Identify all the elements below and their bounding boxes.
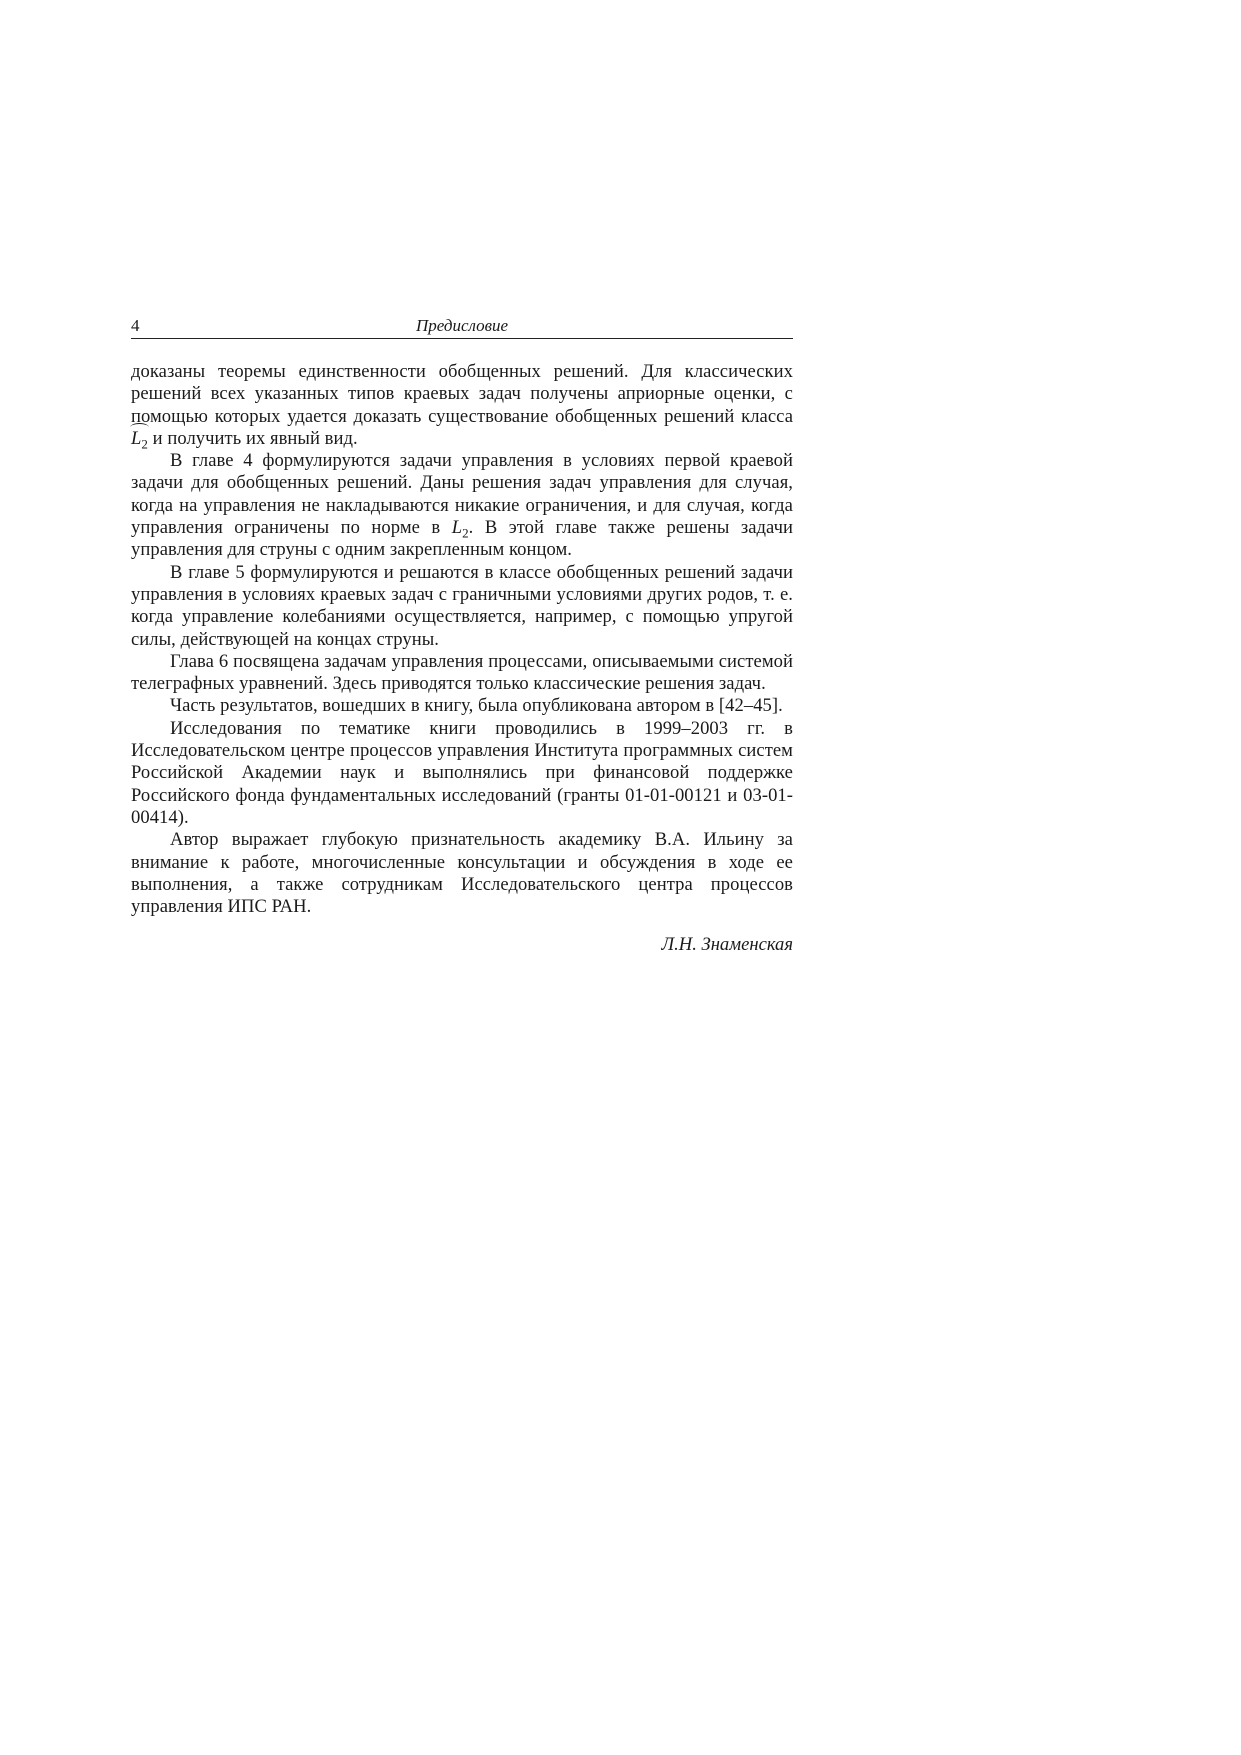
book-page — [131, 312, 793, 956]
paragraph-7: Автор выражает глубокую признательность академику В.А. Ильину за внимание к работе, многочисленные консультации и обсуждения в ходе ее выполнения, а также сотрудникам Исследовательского центра процессов управления ИПС РАН. — [131, 829, 793, 918]
math-l2: $L_2$ — [451, 517, 469, 541]
paragraph-1: доказаны теоремы единственности обобщенных решений. Для классических решений всех указанных типов краевых задач получены априорные оценки, с помощью которых удается доказать существование обобщенных решений класса $L_2$ и получить их явный вид. — [131, 361, 793, 452]
running-title: Предисловие — [415, 316, 509, 335]
paragraph-4: Глава 6 посвящена задачам управления процессами, описываемыми системой телеграфных уравнений. Здесь приводятся только классические решения задач. — [131, 650, 793, 695]
paragraph-6: Исследования по тематике книги проводились в 1999–2003 гг. в Исследовательском центре процессов управления Института программных систем Российской Академии наук и выполнялись при финансовой поддержке Российского фонда фундаментальных исследований (гранты 01-01-00121 и 03-01-00414). — [131, 717, 793, 828]
paragraph-3: В главе 5 формулируются и решаются в классе обобщенных решений задачи управления в условиях краевых задач с граничными условиями других родов, т. е. когда управление колебаниями осуществляется, например, с помощью упругой силы, действующей на концах струны. — [131, 561, 793, 650]
running-header — [131, 312, 793, 339]
page-number: 4 — [131, 316, 140, 335]
author-signature: Л.Н. Знаменская — [661, 934, 793, 956]
math-l2-hat: $L_2$ — [131, 427, 148, 452]
preface-body — [131, 361, 793, 918]
paragraph-2: В главе 4 формулируются задачи управления в условиях первой краевой задачи для обобщенных решений. Даны решения задач управления для случая, когда на управления не накладываются никакие ограничения, и для случая, когда управления ограничены по норме в $L_2$. В этой главе также решены задачи управления для струны с одним закрепленным концом. — [131, 450, 793, 561]
paragraph-5: Часть результатов, вошедших в книгу, была опубликована автором в [42–45]. — [170, 695, 783, 717]
